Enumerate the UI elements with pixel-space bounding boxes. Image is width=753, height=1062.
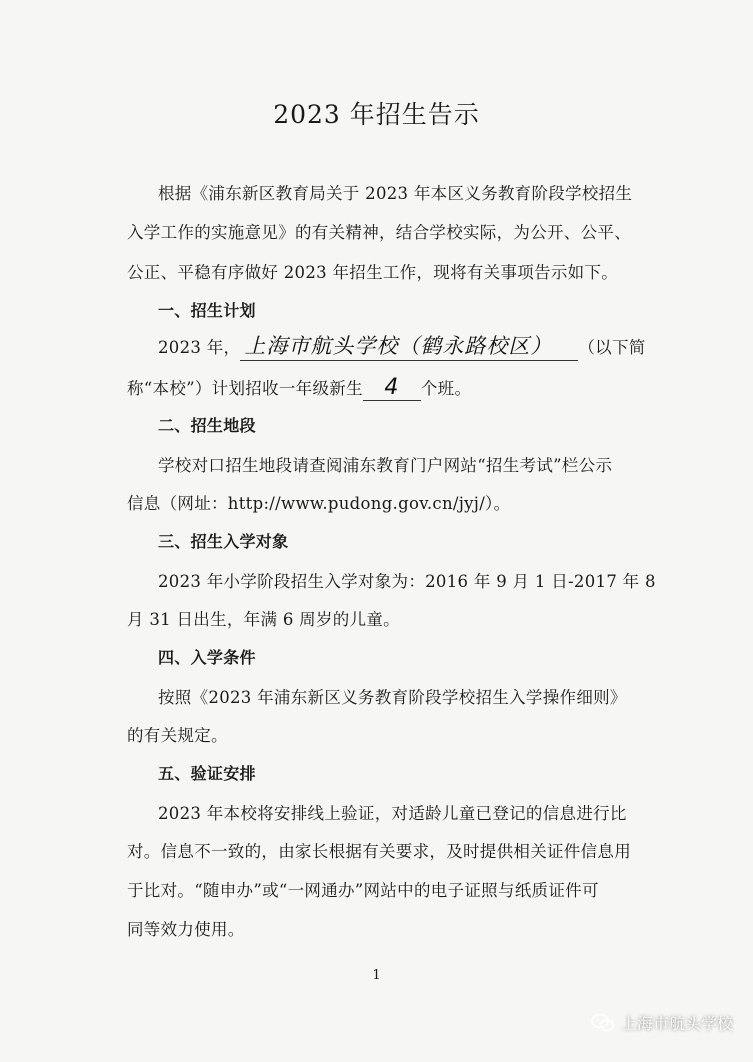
section-5-heading: 五、验证安排 [158, 764, 256, 783]
plan-line1-suffix: （以下简 [578, 338, 646, 357]
intro-line-1: 根据《浦东新区教育局关于 2023 年本区义务教育阶段学校招生 [158, 184, 633, 203]
section-2-heading: 二、招生地段 [158, 416, 256, 435]
intro-line-3: 公正、平稳有序做好 2023 年招生工作，现将有关事项告示如下。 [127, 263, 619, 282]
section-1-line-2 [127, 375, 471, 401]
page-title: 2023 年招生告示 [273, 100, 480, 129]
section-1-heading: 一、招生计划 [158, 301, 256, 320]
section-5-line-2: 对。信息不一致的，由家长根据有关要求，及时提供相关证件信息用 [127, 842, 631, 861]
page-number: 1 [372, 968, 381, 983]
wechat-watermark [591, 1011, 733, 1034]
intro-line-2: 入学工作的实施意见》的有关精神，结合学校实际，为公开、公平、 [127, 223, 631, 242]
classes-count-handwritten: 4 [363, 375, 421, 401]
wechat-icon [591, 1013, 615, 1033]
section-2-line-1: 学校对口招生地段请查阅浦东教育门户网站“招生考试”栏公示 [158, 456, 613, 475]
plan-line2-prefix: 称“本校”）计划招收一年级新生 [127, 379, 363, 398]
section-2-line-2: 信息（网址：http://www.pudong.gov.cn/jyj/）。 [127, 494, 511, 513]
section-1-line-1 [158, 330, 646, 361]
section-3-heading: 三、招生入学对象 [158, 532, 289, 551]
section-4-line-1: 按照《2023 年浦东新区义务教育阶段学校招生入学操作细则》 [158, 688, 627, 707]
watermark-label: 上海市航头学校 [620, 1014, 733, 1033]
school-name-handwritten: 上海市航头学校（鹤永路校区） [240, 330, 578, 361]
section-5-line-1: 2023 年本校将安排线上验证，对适龄儿童已登记的信息进行比 [158, 804, 627, 823]
section-3-line-1: 2023 年小学阶段招生入学对象为：2016 年 9 月 1 日-2017 年 8 [158, 572, 656, 591]
section-3-line-2: 月 31 日出生，年满 6 周岁的儿童。 [127, 610, 400, 629]
plan-line2-suffix: 个班。 [420, 379, 472, 398]
section-5-line-3: 于比对。“随申办”或“一网通办”网站中的电子证照与纸质证件可 [127, 881, 599, 900]
section-5-line-4: 同等效力使用。 [127, 920, 245, 939]
section-4-heading: 四、入学条件 [158, 648, 256, 667]
section-4-line-2: 的有关规定。 [127, 726, 228, 745]
plan-year-prefix: 2023 年， [158, 338, 241, 357]
